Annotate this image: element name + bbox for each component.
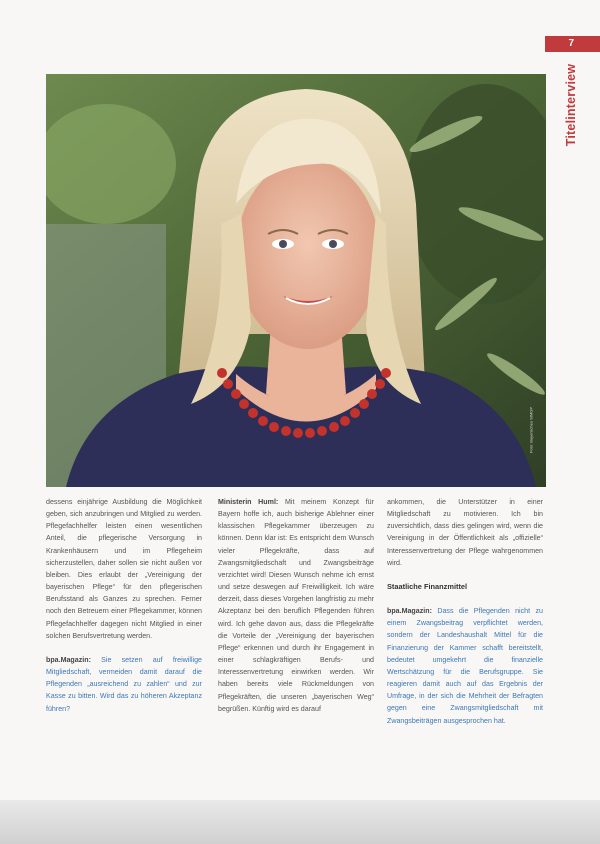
text-column-3 xyxy=(387,496,543,739)
portrait-photo xyxy=(46,74,546,487)
scan-bottom-edge xyxy=(0,800,600,844)
interview-question: bpa.Magazin: Dass die Pflegenden nicht zu einem Zwangsbeitrag verpflichtet werden, sondern der Landeshaushalt Mittel für die Finanzierung der Kammer schafft bereitstellt, bedeutet umgekehrt die finanzielle Wertschätzung für die Berufsgruppe. Sie reagieren damit auch auf das Ergebnis der Umfrage, in der sich die Mehrheit der Befragten gegen eine Zwangsmitgliedschaft mit Zwangsbeiträgen ausgesprochen hat. xyxy=(387,607,543,725)
paragraph: dessens einjährige Ausbildung die Möglichkeit geben, sich anzubringen und Mitglied zu werden. Pflegefachhelfer leisten einen wesentlichen Anteil, die pflegerische Versorgung in Krankenhäusern und im Pflegeheim sicherzustellen, daher sollen sie nicht außen vor bleiben. Dies erlaubt der „Vereinigung der bayerischen Pflege“ für den pflegerischen Berufsstand als Ganzes zu sprechen. Ferner noch den Betreuern einer Pflegekammer, können Pflegefachhelfer dagegen nicht Mitglied in einer solchen Berufsvertretung werden. xyxy=(46,498,202,640)
paragraph: ankommen, die Unterstützer in einer Mitgliedschaft zu motivieren. Ich bin zuversichtlich, dass dies gelingen wird, wenn die Vereinigung in der Öffentlichkeit als „offizielle“ Interessenvertretung der Pflege wahrgenommen wird. xyxy=(387,498,543,567)
question-lead: bpa.Magazin: xyxy=(387,607,432,616)
page-number: 7 xyxy=(545,36,600,52)
section-label xyxy=(557,60,585,150)
answer-lead: Ministerin Huml: xyxy=(218,498,279,506)
interview-answer: Ministerin Huml: Mit meinem Konzept für Bayern hoffe ich, auch bisherige Ablehner einer klassischen Pflegekammer überzeugen zu können. Denn klar ist: Es entspricht dem Wunsch vieler Pflegekräfte, dass auf Zwangsmitgliedschaft und Zwangsbeiträge verzichtet wird! Diesen Wunsch nehme ich ernst und setze deswegen auf Freiwilligkeit. Ich wäre derzeit, dass dieses Vorgehen langfristig zu mehr Akzeptanz bei den beruflich Pflegenden führen wird. Ich gehe davon aus, dass die Pflegekräfte die Vorteile der „Vereinigung der bayerischen Pflege“ erkennen und durch ihr Engagement in einer schlagkräftigen Berufs- und Interessenvertretung einwirken werden. Wir haben bereits viele Rückmeldungen von Pflegekräften, die unseren „bayerischen Weg“ begrüßen. Künftig wird es darauf xyxy=(218,498,374,713)
text-column-1 xyxy=(46,496,202,727)
question-lead: bpa.Magazin: xyxy=(46,655,91,664)
photo-credit: Foto: Bayerisches StMGP xyxy=(528,406,534,454)
section-title: Titelinterview xyxy=(564,63,578,147)
interview-question: bpa.Magazin: Sie setzen auf freiwillige Mitgliedschaft, vermeiden damit darauf die Pflegenden „ausreichend zu zahlen“ und zur Kasse zu bitten. Wird das zu höheren Akzeptanz führen? xyxy=(46,655,202,713)
text-column-2 xyxy=(218,496,374,727)
subheading: Staatliche Finanzmittel xyxy=(387,581,468,591)
